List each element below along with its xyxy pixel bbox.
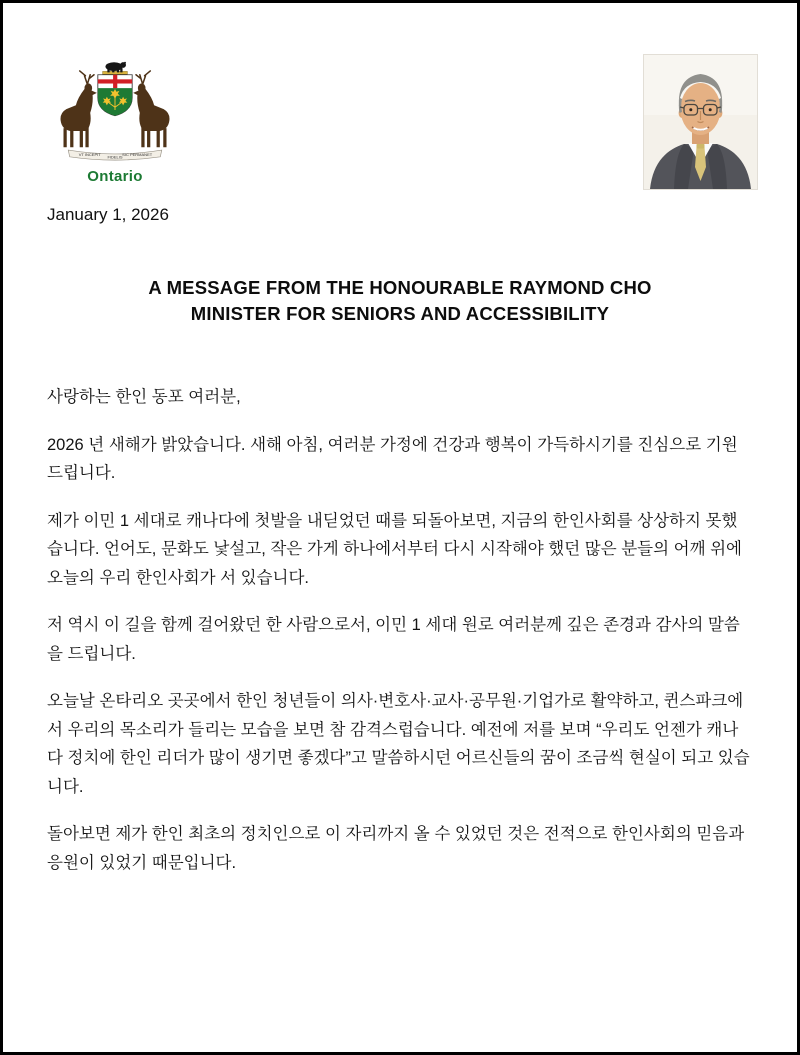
- paragraph-respect: 저 역시 이 길을 함께 걸어왔던 한 사람으로서, 이민 1 세대 원로 여러분께 깊은 존경과 감사의 말씀을 드립니다.: [47, 616, 740, 663]
- portrait-illustration: [644, 55, 757, 189]
- motto-scroll: [68, 150, 161, 160]
- ontario-wordmark: Ontario: [87, 168, 143, 185]
- document-date: January 1, 2026: [47, 205, 169, 224]
- document-header: [3, 3, 797, 189]
- document-title: [3, 275, 797, 327]
- paragraph-new-year: 2026 년 새해가 밝았습니다. 새해 아침, 여러분 가정에 건강과 행복이 가득하시기를 진심으로 기원드립니다.: [47, 435, 738, 482]
- motto-center-text: FIDELIS: [107, 154, 123, 160]
- paragraph-immigration: 제가 이민 1 세대로 캐나다에 첫발을 내딛었던 때를 되돌아보면, 지금의 한인사회를 상상하지 못했습니다. 언어도, 문화도 낯설고, 작은 가게 하나에서부터 다시 시작해야 했던 많은 분들의 어깨 위에 오늘의 우리 한인사회가 서 있습니다.: [47, 511, 742, 587]
- title-line-2: MINISTER FOR SENIORS AND ACCESSIBILITY: [190, 303, 610, 324]
- deer-supporter-left: [61, 71, 97, 147]
- motto-right-text: SIC PERMANET: [122, 152, 153, 158]
- torse-wreath: [103, 71, 128, 74]
- coat-of-arms-icon: [53, 55, 177, 167]
- paragraph-gratitude: 돌아보면 제가 한인 최초의 정치인으로 이 자리까지 올 수 있었던 것은 전적으로 한인사회의 믿음과 응원이 있었기 때문입니다.: [47, 825, 745, 872]
- document-body: [47, 383, 753, 877]
- paragraph-greeting: 사랑하는 한인 동포 여러분,: [47, 388, 241, 406]
- shield-icon: [98, 75, 132, 116]
- ontario-coat-of-arms-logo: [45, 55, 185, 185]
- deer-supporter-right: [133, 71, 169, 147]
- title-line-1: A MESSAGE FROM THE HONOURABLE RAYMOND CHO: [148, 277, 652, 298]
- portrait-photo: [644, 55, 757, 189]
- motto-left-text: VT INCEPIT: [78, 152, 101, 158]
- paragraph-community-today: 오늘날 온타리오 곳곳에서 한인 청년들이 의사·변호사·교사·공무원·기업가로 활약하고, 퀸스파크에서 우리의 목소리가 들리는 모습을 보면 참 감격스럽습니다. 예전에 저를 보며 “우리도 언젠가 캐나다 정치에 한인 리더가 많이 생기면 좋겠다”고 말씀하시던 어르신들의 꿈이 조금씩 현실이 되고 있습니다.: [47, 692, 750, 796]
- bear-crest-icon: [105, 62, 126, 73]
